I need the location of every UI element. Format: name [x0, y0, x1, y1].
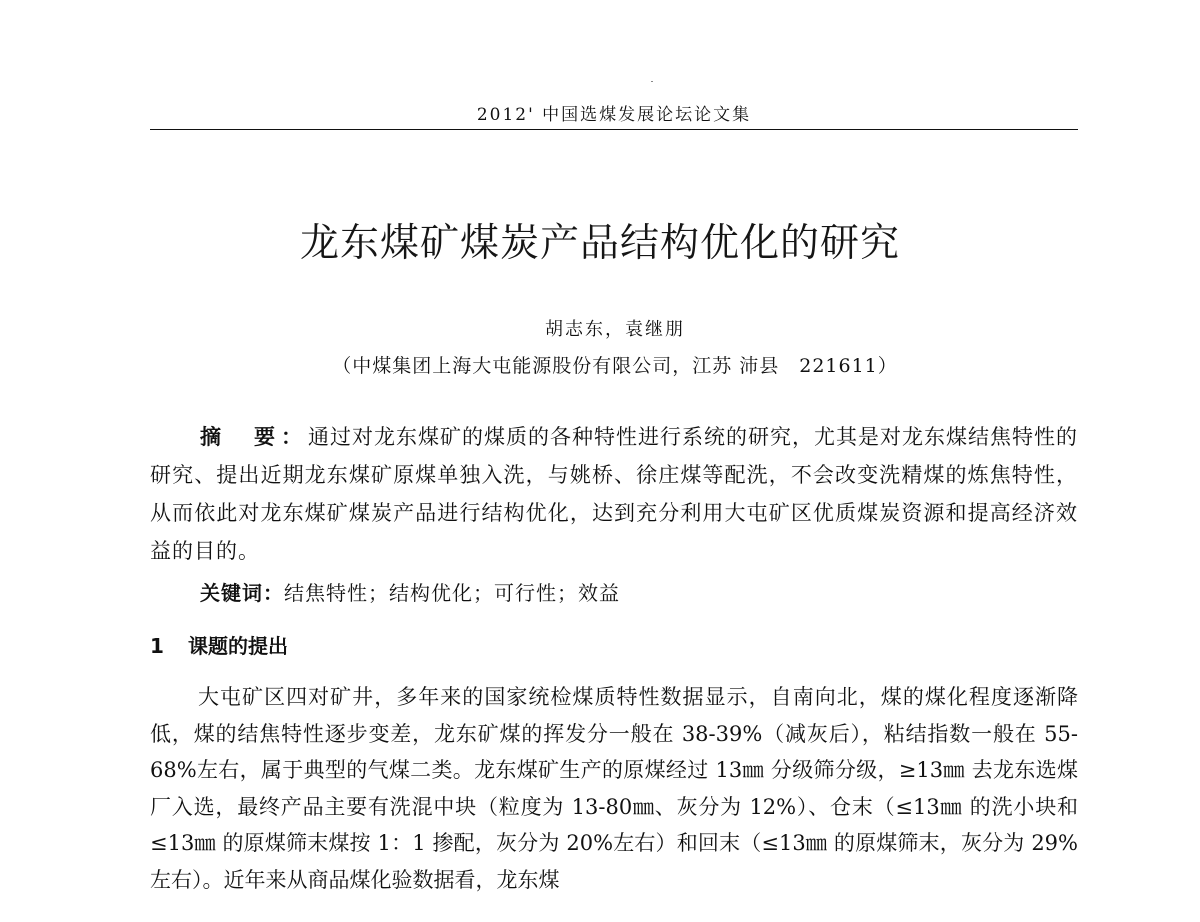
- section-heading: [150, 630, 288, 659]
- running-header: 2012' 中国选煤发展论坛论文集: [476, 105, 752, 125]
- authors: 胡志东，袁继朋: [545, 319, 685, 340]
- body-text: [150, 679, 1078, 898]
- affiliation: （中煤集团上海大屯能源股份有限公司，江苏 沛县 221611）: [332, 355, 898, 377]
- abstract: [150, 418, 1078, 570]
- section-title: 课题的提出: [188, 634, 288, 658]
- paper-title: 龙东煤矿煤炭产品结构优化的研究: [299, 221, 900, 266]
- keywords-label: 关键词：: [200, 581, 284, 605]
- keywords-text: 结焦特性；结构优化；可行性；效益: [284, 581, 620, 605]
- keywords: [200, 577, 620, 606]
- header-rule: [150, 129, 1078, 130]
- abstract-text: 通过对龙东煤矿的煤质的各种特性进行系统的研究，尤其是对龙东煤结焦特性的研究、提出近期龙东煤矿原煤单独入洗，与姚桥、徐庄煤等配洗，不会改变洗精煤的炼焦特性，从而依此对龙东煤矿煤炭产品进行结构优化，达到充分利用大屯矿区优质煤炭资源和提高经济效益的目的。: [150, 425, 1078, 563]
- scan-speck: [651, 81, 653, 82]
- section-number: 1: [150, 634, 164, 658]
- body-paragraph: 大屯矿区四对矿井，多年来的国家统检煤质特性数据显示，自南向北，煤的煤化程度逐渐降低，煤的结焦特性逐步变差，龙东矿煤的挥发分一般在 38-39%（减灰后），粘结指数一般在 55-68%左右，属于典型的气煤二类。龙东煤矿生产的原煤经过 13㎜ 分级筛分级，≥13㎜ 去龙东选煤厂入选，最终产品主要有洗混中块（粒度为 13-80㎜、灰分为 12%）、仓末（≤13㎜ 的洗小块和≤13㎜ 的原煤筛末煤按 1：1 掺配，灰分为 20%左右）和回末（≤13㎜ 的原煤筛末，灰分为 29%左右）。近年来从商品煤化验数据看，龙东煤: [150, 685, 1078, 892]
- abstract-label: 摘 要：: [200, 424, 308, 449]
